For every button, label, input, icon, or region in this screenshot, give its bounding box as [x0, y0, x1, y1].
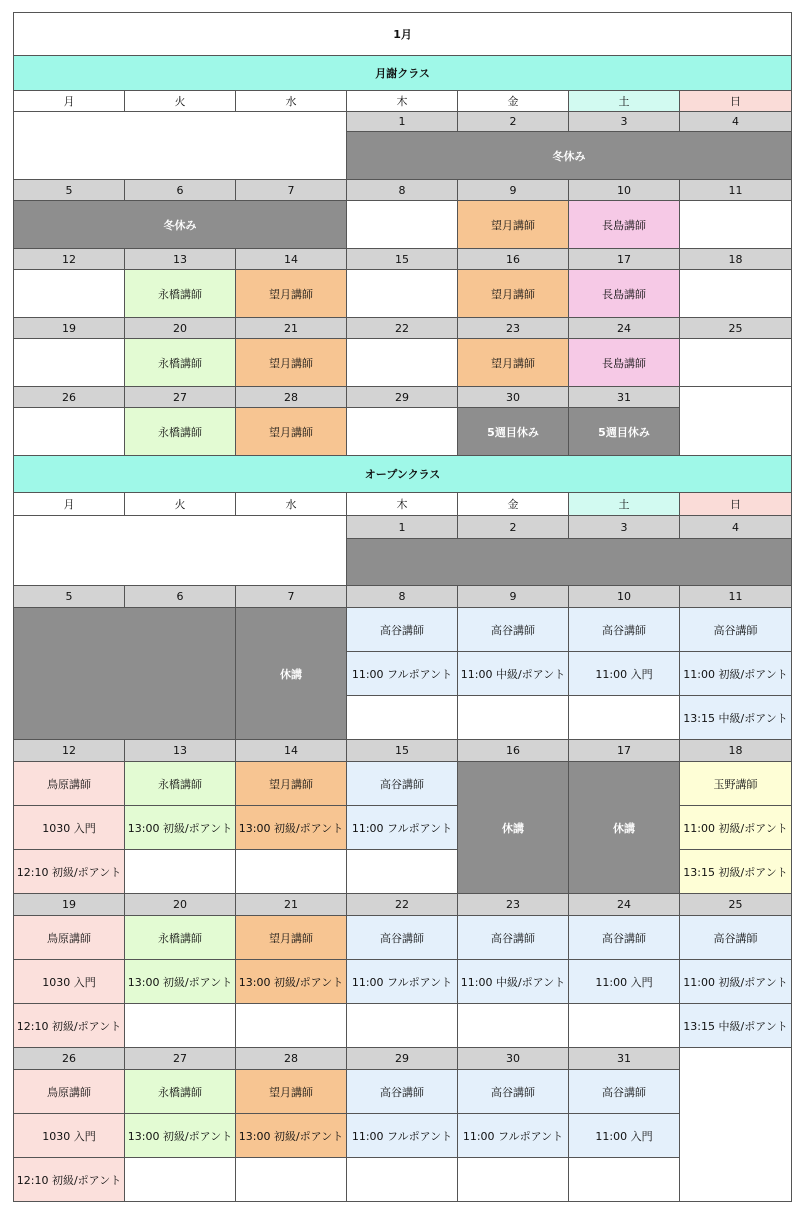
lesson-cell: 12:10 初級/ポアント [14, 1158, 125, 1202]
empty-cell [680, 201, 792, 249]
date-cell: 25 [680, 894, 792, 916]
empty-cell [569, 1004, 680, 1048]
empty-cell [236, 1004, 347, 1048]
date-cell: 1 [347, 112, 458, 132]
date-cell: 5 [14, 586, 125, 608]
empty-cell [14, 516, 347, 586]
lesson-cell: 13:00 初級/ポアント [236, 806, 347, 850]
weekday-sun: 日 [680, 493, 792, 516]
empty-cell [680, 1048, 792, 1202]
teacher-cell: 高谷講師 [569, 916, 680, 960]
teacher-cell: 高谷講師 [458, 916, 569, 960]
date-cell: 31 [569, 387, 680, 408]
date-cell: 28 [236, 1048, 347, 1070]
weekday-wed: 水 [236, 91, 347, 112]
empty-cell [14, 270, 125, 318]
date-cell: 9 [458, 586, 569, 608]
date-cell: 29 [347, 387, 458, 408]
date-cell: 10 [569, 180, 680, 201]
lesson-cell: 12:10 初級/ポアント [14, 850, 125, 894]
lesson-cell: 望月講師 [458, 201, 569, 249]
empty-cell [347, 1004, 458, 1048]
empty-cell [14, 408, 125, 456]
weekday-sat: 土 [569, 493, 680, 516]
weekday-mon: 月 [14, 91, 125, 112]
empty-cell [14, 112, 347, 180]
empty-cell [347, 696, 458, 740]
teacher-cell: 鳥原講師 [14, 916, 125, 960]
empty-cell [680, 270, 792, 318]
weekday-thu: 木 [347, 493, 458, 516]
cancelled-cell: 休講 [458, 762, 569, 894]
lesson-cell: 13:15 中級/ポアント [680, 696, 792, 740]
date-cell: 13 [125, 249, 236, 270]
weekday-tue: 火 [125, 91, 236, 112]
empty-cell [14, 339, 125, 387]
teacher-cell: 高谷講師 [347, 1070, 458, 1114]
lesson-cell: 11:00 フルポアント [347, 1114, 458, 1158]
date-cell: 15 [347, 249, 458, 270]
lesson-cell: 11:00 中級/ポアント [458, 652, 569, 696]
weekday-tue: 火 [125, 493, 236, 516]
teacher-cell: 高谷講師 [680, 916, 792, 960]
weekday-fri: 金 [458, 91, 569, 112]
date-cell: 22 [347, 318, 458, 339]
empty-cell [347, 201, 458, 249]
teacher-cell: 高谷講師 [569, 608, 680, 652]
lesson-cell: 永橋講師 [125, 339, 236, 387]
lesson-cell: 13:15 中級/ポアント [680, 1004, 792, 1048]
weekday-mon: 月 [14, 493, 125, 516]
teacher-cell: 高谷講師 [569, 1070, 680, 1114]
date-cell: 29 [347, 1048, 458, 1070]
date-cell: 2 [458, 516, 569, 539]
empty-cell [236, 1158, 347, 1202]
lesson-cell: 11:00 初級/ポアント [680, 960, 792, 1004]
date-cell: 11 [680, 180, 792, 201]
date-cell: 20 [125, 894, 236, 916]
date-cell: 21 [236, 318, 347, 339]
calendar-sheet [13, 12, 792, 1202]
lesson-cell: 11:00 フルポアント [347, 652, 458, 696]
empty-cell [347, 408, 458, 456]
date-cell: 8 [347, 180, 458, 201]
month-title: 1月 [14, 13, 792, 56]
date-cell: 16 [458, 740, 569, 762]
teacher-cell: 永橋講師 [125, 1070, 236, 1114]
weekday-sat: 土 [569, 91, 680, 112]
teacher-cell: 鳥原講師 [14, 762, 125, 806]
date-cell: 20 [125, 318, 236, 339]
empty-cell [347, 270, 458, 318]
lesson-cell: 望月講師 [236, 339, 347, 387]
lesson-cell: 1030 入門 [14, 806, 125, 850]
holiday-cell: 冬休み [347, 132, 792, 180]
date-cell: 13 [125, 740, 236, 762]
teacher-cell: 高谷講師 [347, 608, 458, 652]
empty-cell [569, 1158, 680, 1202]
date-cell: 23 [458, 318, 569, 339]
lesson-cell: 望月講師 [236, 408, 347, 456]
lesson-cell: 11:00 入門 [569, 960, 680, 1004]
weekday-fri: 金 [458, 493, 569, 516]
date-cell: 24 [569, 894, 680, 916]
teacher-cell: 鳥原講師 [14, 1070, 125, 1114]
teacher-cell: 永橋講師 [125, 762, 236, 806]
date-cell: 30 [458, 1048, 569, 1070]
date-cell: 26 [14, 1048, 125, 1070]
holiday-cell: 5週目休み [569, 408, 680, 456]
lesson-cell: 13:00 初級/ポアント [125, 806, 236, 850]
lesson-cell: 永橋講師 [125, 408, 236, 456]
date-cell: 17 [569, 249, 680, 270]
date-cell: 3 [569, 516, 680, 539]
lesson-cell: 11:00 フルポアント [347, 806, 458, 850]
date-cell: 23 [458, 894, 569, 916]
date-cell: 10 [569, 586, 680, 608]
lesson-cell: 1030 入門 [14, 960, 125, 1004]
date-cell: 16 [458, 249, 569, 270]
teacher-cell: 高谷講師 [347, 762, 458, 806]
date-cell: 15 [347, 740, 458, 762]
empty-cell [125, 1158, 236, 1202]
date-cell: 12 [14, 740, 125, 762]
teacher-cell: 高谷講師 [458, 608, 569, 652]
empty-cell [125, 850, 236, 894]
lesson-cell: 11:00 初級/ポアント [680, 652, 792, 696]
lesson-cell: 11:00 中級/ポアント [458, 960, 569, 1004]
date-cell: 7 [236, 586, 347, 608]
date-cell: 6 [125, 180, 236, 201]
weekday-thu: 木 [347, 91, 458, 112]
empty-cell [569, 696, 680, 740]
date-cell: 4 [680, 112, 792, 132]
lesson-cell: 長島講師 [569, 201, 680, 249]
date-cell: 21 [236, 894, 347, 916]
teacher-cell: 望月講師 [236, 916, 347, 960]
empty-cell [347, 1158, 458, 1202]
date-cell: 5 [14, 180, 125, 201]
lesson-cell: 望月講師 [236, 270, 347, 318]
teacher-cell: 望月講師 [236, 1070, 347, 1114]
lesson-cell: 11:00 入門 [569, 652, 680, 696]
teacher-cell: 高谷講師 [680, 608, 792, 652]
section-title-gekkou: 月謝クラス [14, 56, 792, 91]
date-cell: 19 [14, 894, 125, 916]
holiday-cell [347, 539, 792, 586]
lesson-cell: 望月講師 [458, 270, 569, 318]
date-cell: 17 [569, 740, 680, 762]
teacher-cell: 望月講師 [236, 762, 347, 806]
lesson-cell: 13:00 初級/ポアント [236, 960, 347, 1004]
lesson-cell: 11:00 フルポアント [347, 960, 458, 1004]
empty-cell [680, 387, 792, 456]
lesson-cell: 1030 入門 [14, 1114, 125, 1158]
date-cell: 18 [680, 249, 792, 270]
date-cell: 31 [569, 1048, 680, 1070]
date-cell: 22 [347, 894, 458, 916]
date-cell: 26 [14, 387, 125, 408]
lesson-cell: 13:00 初級/ポアント [125, 960, 236, 1004]
lesson-cell: 永橋講師 [125, 270, 236, 318]
date-cell: 11 [680, 586, 792, 608]
lesson-cell: 13:15 初級/ポアント [680, 850, 792, 894]
teacher-cell: 高谷講師 [458, 1070, 569, 1114]
weekday-wed: 水 [236, 493, 347, 516]
lesson-cell: 13:00 初級/ポアント [236, 1114, 347, 1158]
teacher-cell: 永橋講師 [125, 916, 236, 960]
empty-cell [125, 1004, 236, 1048]
lesson-cell: 11:00 入門 [569, 1114, 680, 1158]
lesson-cell: 長島講師 [569, 339, 680, 387]
date-cell: 25 [680, 318, 792, 339]
empty-cell [347, 339, 458, 387]
date-cell: 9 [458, 180, 569, 201]
cancelled-cell: 休講 [569, 762, 680, 894]
date-cell: 2 [458, 112, 569, 132]
empty-cell [458, 1158, 569, 1202]
empty-cell [458, 696, 569, 740]
calendar-table [13, 12, 792, 1202]
date-cell: 27 [125, 1048, 236, 1070]
date-cell: 4 [680, 516, 792, 539]
lesson-cell: 13:00 初級/ポアント [125, 1114, 236, 1158]
holiday-cell: 5週目休み [458, 408, 569, 456]
date-cell: 30 [458, 387, 569, 408]
date-cell: 14 [236, 740, 347, 762]
weekday-sun: 日 [680, 91, 792, 112]
date-cell: 28 [236, 387, 347, 408]
empty-cell [236, 850, 347, 894]
empty-cell [680, 339, 792, 387]
cancelled-cell: 休講 [236, 608, 347, 740]
section-title-open: オープンクラス [14, 456, 792, 493]
date-cell: 12 [14, 249, 125, 270]
lesson-cell: 望月講師 [458, 339, 569, 387]
date-cell: 1 [347, 516, 458, 539]
date-cell: 8 [347, 586, 458, 608]
date-cell: 6 [125, 586, 236, 608]
holiday-cell: 冬休み [14, 201, 347, 249]
date-cell: 19 [14, 318, 125, 339]
date-cell: 3 [569, 112, 680, 132]
lesson-cell: 12:10 初級/ポアント [14, 1004, 125, 1048]
lesson-cell: 11:00 フルポアント [458, 1114, 569, 1158]
date-cell: 14 [236, 249, 347, 270]
teacher-cell: 玉野講師 [680, 762, 792, 806]
date-cell: 18 [680, 740, 792, 762]
holiday-cell [14, 608, 236, 740]
lesson-cell: 長島講師 [569, 270, 680, 318]
date-cell: 27 [125, 387, 236, 408]
empty-cell [347, 850, 458, 894]
date-cell: 24 [569, 318, 680, 339]
date-cell: 7 [236, 180, 347, 201]
teacher-cell: 高谷講師 [347, 916, 458, 960]
lesson-cell: 11:00 初級/ポアント [680, 806, 792, 850]
empty-cell [458, 1004, 569, 1048]
